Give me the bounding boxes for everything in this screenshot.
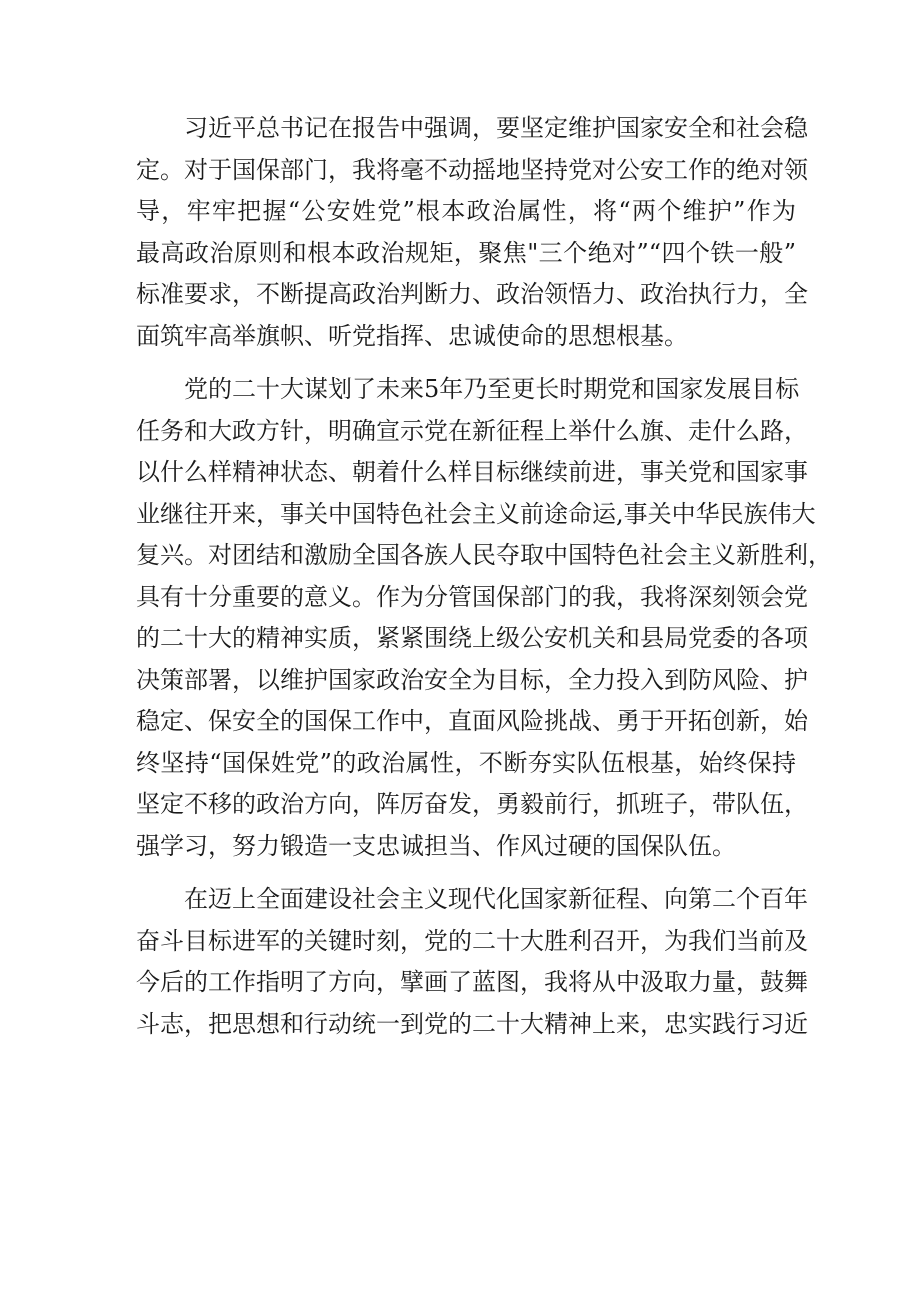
text-line: 坚定不移的政治方向，阵厉奋发，勇毅前行，抓班子，带队伍，: [136, 790, 808, 818]
paragraph-2: [136, 369, 832, 867]
text-line: 奋斗目标进军的关键时刻，党的二十大胜利召开，为我们当前及: [136, 926, 808, 955]
paragraph-1: [136, 108, 808, 357]
document-body: [136, 108, 832, 1045]
text-line: 定。对于国保部门，我将毫不动摇地坚持党对公安工作的绝对领: [136, 155, 808, 184]
paragraph-spacer: [136, 357, 796, 369]
text-line: 导，牢牢把握“公安姓党”根本政治属性，将“两个维护”作为: [136, 197, 796, 225]
text-line: 强学习，努力锻造一支忠诚担当、作风过硬的国保队伍。: [136, 831, 736, 860]
text-line: 复兴。对团结和激励全国各族人民夺取中国特色社会主义新胜利，: [136, 541, 832, 569]
paragraph-spacer: [136, 867, 796, 879]
text-line: 终坚持“国保姓党”的政治属性，不断夯实队伍根基，始终保持: [136, 748, 796, 777]
paragraph-3: [136, 879, 808, 1045]
text-line: 标准要求，不断提高政治判断力、政治领悟力、政治执行力，全: [136, 280, 808, 308]
text-line: 具有十分重要的意义。作为分管国保部门的我，我将深刻领会党: [136, 582, 808, 611]
text-line: 今后的工作指明了方向，擘画了蓝图，我将从中汲取力量，鼓舞: [136, 968, 808, 996]
text-line: 最高政治原则和根本政治规矩，聚焦"三个绝对”“四个铁一般”: [136, 238, 796, 267]
text-line: 稳定、保安全的国保工作中，直面风险挑战、勇于开拓创新，始: [136, 707, 808, 735]
text-line: 斗志，把思想和行动统一到党的二十大精神上来，忠实践行习近: [136, 1009, 808, 1038]
text-line: 任务和大政方针，明确宣示党在新征程上举什么旗、走什么路，: [136, 416, 808, 445]
text-line: 决策部署，以维护国家政治安全为目标，全力投入到防风险、护: [136, 665, 808, 694]
text-line: 业继往开来，事关中国特色社会主义前途命运,事关中华民族伟大: [136, 499, 816, 528]
text-line: 在迈上全面建设社会主义现代化国家新征程、向第二个百年: [184, 885, 808, 913]
text-line: 面筑牢高举旗帜、听党指挥、忠诚使命的思想根基。: [136, 321, 688, 350]
text-line: 的二十大的精神实质，紧紧围绕上级公安机关和县局党委的各项: [136, 624, 808, 652]
text-line: 习近平总书记在报告中强调，要坚定维护国家安全和社会稳: [184, 114, 808, 142]
text-line: 党的二十大谋划了未来5年乃至更长时期党和国家发展目标: [184, 375, 800, 403]
text-line: 以什么样精神状态、朝着什么样目标继续前进，事关党和国家事: [136, 458, 808, 486]
